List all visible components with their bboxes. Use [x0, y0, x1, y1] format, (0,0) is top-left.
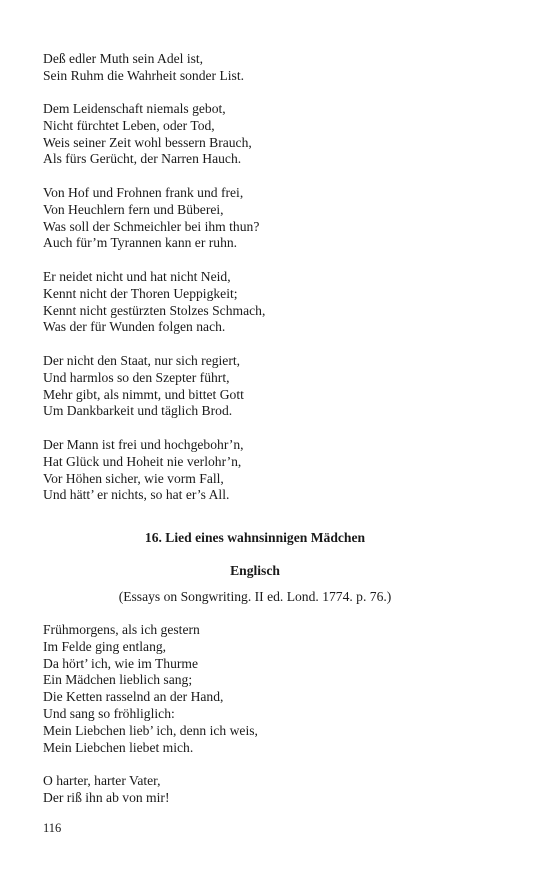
verse-line: Sein Ruhm die Wahrheit sonder List. — [43, 67, 245, 83]
stanza-5 — [43, 353, 513, 420]
verse-line: Nicht fürchtet Leben, oder Tod, — [43, 117, 215, 133]
verse-line: Kennt nicht der Thoren Ueppigkeit; — [43, 285, 238, 301]
verse-line: Als fürs Gerücht, der Narren Hauch. — [43, 151, 242, 167]
page-number: 116 — [43, 821, 62, 835]
verse-line: Weis seiner Zeit wohl bessern Brauch, — [43, 134, 252, 150]
stanza-1 — [43, 51, 513, 85]
verse-line: Er neidet nicht und hat nicht Neid, — [43, 269, 231, 284]
verse-line: Was der für Wunden folgen nach. — [43, 319, 226, 335]
verse-line: Hat Glück und Hoheit nie verlohr’n, — [43, 453, 242, 469]
verse-line: Was soll der Schmeichler bei ihm thun? — [43, 218, 260, 234]
song-source: (Essays on Songwriting. II ed. Lond. 1774. p. 76.) — [118, 589, 392, 604]
verse-line: Frühmorgens, als ich gestern — [43, 622, 200, 637]
verse-line: Deß edler Muth sein Adel ist, — [43, 51, 204, 66]
verse-line: Der riß ihn ab von mir! — [43, 789, 170, 805]
song-title: 16. Lied eines wahnsinnigen Mädchen — [144, 530, 366, 545]
stanza-2 — [43, 101, 513, 168]
song-stanza-2 — [43, 773, 513, 807]
verse-line: Mein Liebchen lieb’ ich, denn ich weis, — [43, 722, 258, 738]
verse-line: Der nicht den Staat, nur sich regiert, — [43, 353, 241, 368]
verse-line: Vor Höhen sicher, wie vorm Fall, — [43, 470, 224, 486]
verse-line: Ein Mädchen lieblich sang; — [43, 672, 193, 688]
verse-line: Um Dankbarkeit und täglich Brod. — [43, 403, 233, 419]
verse-line: Mehr gibt, als nimmt, und bittet Gott — [43, 386, 244, 402]
stanza-6 — [43, 437, 513, 504]
verse-line: Da hört’ ich, wie im Thurme — [43, 655, 199, 671]
verse-line: Der Mann ist frei und hochgebohr’n, — [43, 437, 244, 452]
verse-line: Und hätt’ er nichts, so hat er’s All. — [43, 487, 230, 503]
song-stanza-1 — [43, 622, 513, 756]
stanza-4 — [43, 269, 513, 336]
verse-line: Kennt nicht gestürzten Stolzes Schmach, — [43, 302, 266, 318]
verse-line: Von Hof und Frohnen frank und frei, — [43, 185, 244, 200]
verse-line: Dem Leidenschaft niemals gebot, — [43, 101, 226, 116]
song-language: Englisch — [230, 563, 280, 578]
verse-line: Die Ketten rasselnd an der Hand, — [43, 689, 224, 705]
verse-line: O harter, harter Vater, — [43, 773, 161, 788]
stanza-3 — [43, 185, 513, 252]
verse-line: Mein Liebchen liebet mich. — [43, 739, 194, 755]
verse-line: Im Felde ging entlang, — [43, 638, 167, 654]
verse-line: Auch für’m Tyrannen kann er ruhn. — [43, 235, 238, 251]
verse-line: Und harmlos so den Szepter führt, — [43, 369, 230, 385]
verse-line: Und sang so fröhliglich: — [43, 705, 175, 721]
verse-line: Von Heuchlern fern und Büberei, — [43, 201, 224, 217]
